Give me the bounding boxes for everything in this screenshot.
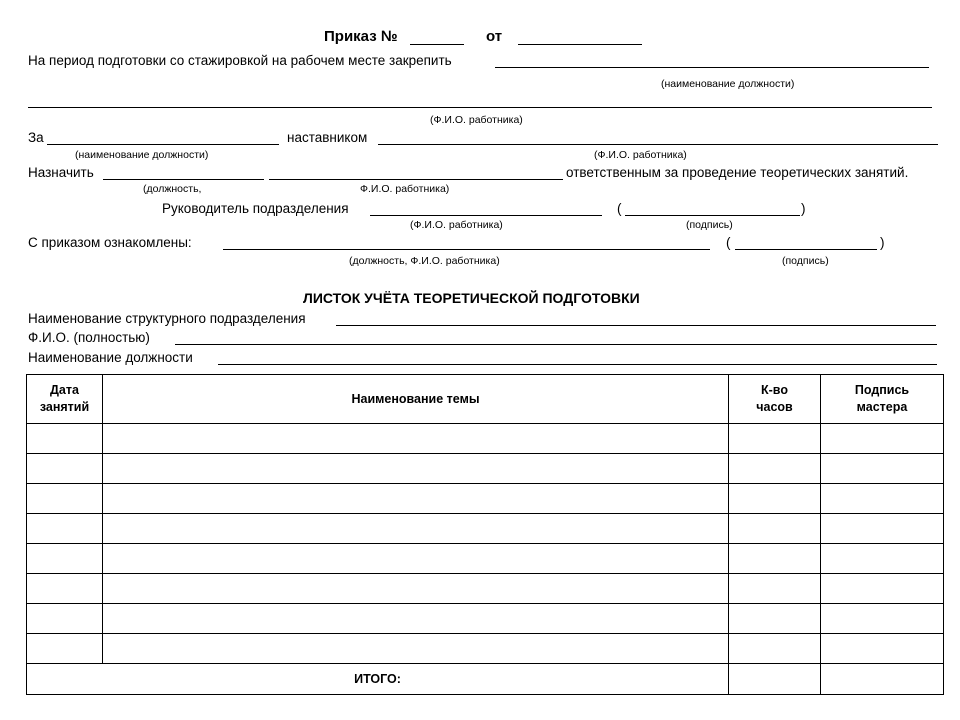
col-header-hours-line2: часов [756,400,793,414]
acquainted-fio-field[interactable] [223,249,710,250]
position-name-field[interactable] [218,364,937,365]
assign-label: Назначить [28,165,94,180]
za-label: За [28,130,44,145]
hint-fio-worker-2: (Ф.И.О. работника) [594,149,687,161]
col-header-topic: Наименование темы [103,375,729,424]
acquainted-signature-field[interactable] [735,249,877,250]
order-date-field[interactable] [518,44,642,45]
topic-cell[interactable] [103,604,729,634]
col-header-signature-line2: мастера [856,400,908,414]
hours-cell[interactable] [729,484,821,514]
acquainted-paren-close: ) [880,235,885,250]
date-cell[interactable] [27,604,103,634]
responsible-position-field[interactable] [103,179,264,180]
table-row [27,424,944,454]
hours-cell[interactable] [729,634,821,664]
date-cell[interactable] [27,424,103,454]
topic-cell[interactable] [103,484,729,514]
signature-cell[interactable] [821,574,944,604]
worker-fio-field[interactable] [28,107,932,108]
total-signature-cell[interactable] [821,664,944,695]
hint-fio-worker-3: Ф.И.О. работника) [360,183,450,195]
fio-full-field[interactable] [175,344,937,345]
hint-position-fio: (должность, Ф.И.О. работника) [349,255,500,267]
order-from-label: от [486,28,503,45]
order-title: Приказ № [324,28,398,45]
table-row [27,604,944,634]
signature-cell[interactable] [821,544,944,574]
topic-cell[interactable] [103,544,729,574]
topic-cell[interactable] [103,574,729,604]
hours-cell[interactable] [729,424,821,454]
hint-signature-1: (подпись) [686,219,733,231]
acquainted-paren-open: ( [726,235,731,250]
date-cell[interactable] [27,454,103,484]
hint-position: (наименование должности) [661,78,795,90]
date-cell[interactable] [27,634,103,664]
mentor-position-field[interactable] [47,144,279,145]
table-row [27,454,944,484]
signature-cell[interactable] [821,484,944,514]
signature-cell[interactable] [821,424,944,454]
col-header-date [27,375,103,424]
date-cell[interactable] [27,484,103,514]
col-header-date-line1: Дата [50,383,79,397]
table-row [27,634,944,664]
hours-cell[interactable] [729,544,821,574]
hours-cell[interactable] [729,454,821,484]
hint-fio-worker-1: (Ф.И.О. работника) [430,114,523,126]
hint-signature-2: (подпись) [782,255,829,267]
unit-label: Наименование структурного подразделения [28,311,306,326]
table-row [27,544,944,574]
topic-cell[interactable] [103,454,729,484]
signature-cell[interactable] [821,514,944,544]
col-header-date-line2: занятий [39,400,90,414]
training-table [26,374,944,695]
order-number-field[interactable] [410,44,464,45]
mentor-fio-field[interactable] [378,144,938,145]
head-signature-field[interactable] [625,215,800,216]
responsible-fio-field[interactable] [269,179,563,180]
hint-position-2: (наименование должности) [75,149,209,161]
col-header-hours [729,375,821,424]
hint-fio-worker-4: (Ф.И.О. работника) [410,219,503,231]
total-hours-cell[interactable] [729,664,821,695]
signature-cell[interactable] [821,604,944,634]
signature-cell[interactable] [821,634,944,664]
table-row [27,514,944,544]
head-sign-paren-open: ( [617,201,622,216]
topic-cell[interactable] [103,634,729,664]
head-sign-paren-close: ) [801,201,806,216]
col-header-signature-line1: Подпись [854,383,910,397]
acquainted-label: С приказом ознакомлены: [28,235,192,250]
position-name-label: Наименование должности [28,350,193,365]
head-label: Руководитель подразделения [162,201,349,216]
hint-position-short: (должность, [143,183,202,195]
signature-cell[interactable] [821,454,944,484]
date-cell[interactable] [27,544,103,574]
table-header-row [27,375,944,424]
assign-period-text: На период подготовки со стажировкой на рабочем месте закрепить [28,53,452,68]
table-row [27,484,944,514]
topic-cell[interactable] [103,424,729,454]
hours-cell[interactable] [729,574,821,604]
assign-position-field[interactable] [495,67,929,68]
responsible-text: ответственным за проведение теоретических занятий. [566,165,909,180]
unit-field[interactable] [336,325,936,326]
col-header-signature [821,375,944,424]
date-cell[interactable] [27,514,103,544]
hours-cell[interactable] [729,514,821,544]
total-label: ИТОГО: [27,664,729,695]
col-header-hours-line1: К-во [761,383,788,397]
table-row [27,574,944,604]
head-fio-field[interactable] [370,215,602,216]
total-row [27,664,944,695]
date-cell[interactable] [27,574,103,604]
sheet-title: ЛИСТОК УЧЁТА ТЕОРЕТИЧЕСКОЙ ПОДГОТОВКИ [303,290,640,306]
hours-cell[interactable] [729,604,821,634]
mentor-label: наставником [287,130,368,145]
topic-cell[interactable] [103,514,729,544]
fio-full-label: Ф.И.О. (полностью) [28,330,150,345]
